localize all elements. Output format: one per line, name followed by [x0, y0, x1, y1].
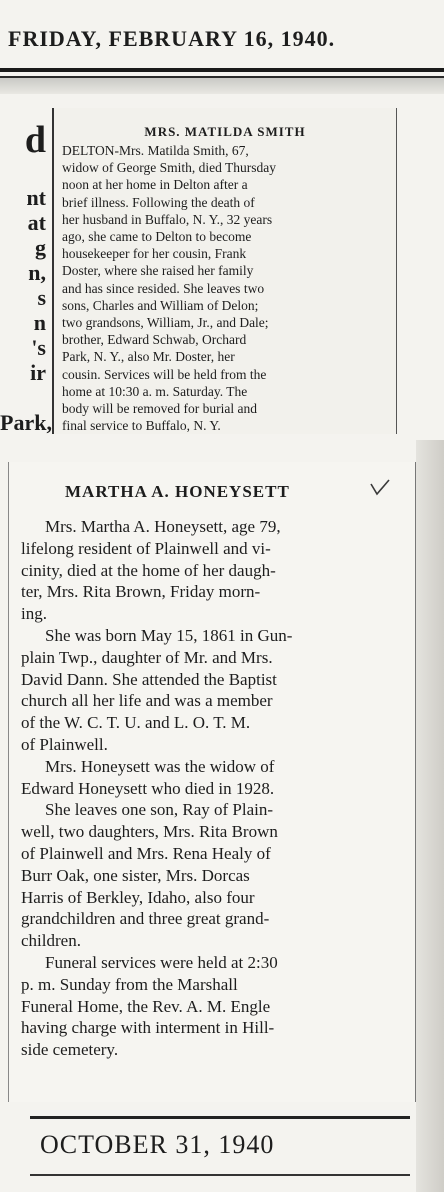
header-rule-thin [0, 76, 444, 78]
smith-obituary [52, 108, 397, 434]
honeysett-line: lifelong resident of Plainwell and vi- [21, 538, 271, 558]
honeysett-line: children. [21, 931, 81, 951]
honeysett-line: Edward Honeysett who died in 1928. [21, 778, 275, 798]
fragment-line: 's [31, 335, 46, 360]
honeysett-line: grandchildren and three great grand- [21, 909, 270, 929]
fragment-line: at [27, 210, 46, 235]
honeysett-line: Burr Oak, one sister, Mrs. Dorcas [21, 865, 250, 885]
honeysett-line: Mrs. Honeysett was the widow of [45, 756, 275, 776]
footer-date: OCTOBER 31, 1940 [40, 1130, 275, 1159]
honeysett-line: She leaves one son, Ray of Plain- [45, 800, 274, 820]
footer-rule-top [30, 1116, 410, 1119]
smith-line: brief illness. Following the death of [62, 194, 255, 210]
fragment-line: n, [28, 260, 46, 285]
honeysett-line: having charge with interment in Hill- [21, 1018, 275, 1038]
checkmark-icon [369, 478, 391, 498]
fragment-line: d [24, 119, 46, 161]
smith-line: and has since resided. She leaves two [62, 280, 265, 296]
fragment-line: ir [30, 360, 46, 385]
honeysett-line: church all her life and was a member [21, 691, 273, 711]
fragment-line: s [37, 285, 46, 310]
smith-line: noon at her home in Delton after a [62, 177, 248, 193]
honeysett-line: Mrs. Martha A. Honeysett, age 79, [45, 517, 281, 536]
honeysett-line: of the W. C. T. U. and L. O. T. M. [21, 713, 251, 733]
honeysett-body [21, 516, 401, 1061]
fragment-line: n [33, 310, 46, 335]
honeysett-line: She was born May 15, 1861 in Gun- [45, 625, 293, 645]
fragment-line: nt [26, 185, 46, 210]
smith-body [62, 142, 392, 434]
honeysett-line: Funeral services were held at 2:30 [45, 952, 278, 972]
honeysett-headline: MARTHA A. HONEYSETT [65, 482, 290, 501]
smith-line: Park, N. Y., also Mr. Doster, her [62, 349, 235, 365]
smith-line: ago, she came to Delton to become [62, 229, 252, 245]
smith-line: Doster, where she raised her family [62, 263, 254, 279]
honeysett-line: cinity, died at the home of her daugh- [21, 560, 276, 580]
clipping-edge [0, 78, 444, 94]
fragment-line: g [35, 235, 46, 260]
honeysett-line: plain Twp., daughter of Mr. and Mrs. [21, 647, 273, 667]
honeysett-line: Harris of Berkley, Idaho, also four [21, 887, 255, 907]
paper-shadow [416, 440, 444, 1192]
header-date: FRIDAY, FEBRUARY 16, 1940. [8, 26, 336, 51]
smith-line: cousin. Services will be held from the [62, 366, 267, 382]
adjacent-column-fragment [0, 119, 52, 435]
fragment-line [0, 385, 52, 410]
header-rule [0, 68, 444, 72]
smith-line: widow of George Smith, died Thursday [62, 160, 276, 176]
fragment-line: Park, [0, 410, 52, 435]
honeysett-obituary [8, 462, 416, 1102]
smith-line: sons, Charles and William of Delon; [62, 297, 259, 313]
smith-line: final service to Buffalo, N. Y. [62, 418, 221, 434]
smith-line: brother, Edward Schwab, Orchard [62, 332, 247, 348]
honeysett-line: of Plainwell and Mrs. Rena Healy of [21, 843, 271, 863]
honeysett-line: of Plainwell. [21, 734, 108, 754]
honeysett-line: ter, Mrs. Rita Brown, Friday morn- [21, 582, 261, 602]
honeysett-line: p. m. Sunday from the Marshall [21, 974, 238, 994]
smith-headline: MRS. MATILDA SMITH [144, 124, 306, 139]
smith-line: body will be removed for burial and [62, 401, 257, 417]
honeysett-line: Funeral Home, the Rev. A. M. Engle [21, 996, 271, 1016]
smith-line: housekeeper for her cousin, Frank [62, 246, 247, 262]
fragment-line [0, 160, 52, 185]
honeysett-line: well, two daughters, Mrs. Rita Brown [21, 822, 278, 842]
fragment-line [0, 435, 52, 460]
smith-line: two grandsons, William, Jr., and Dale; [62, 315, 269, 331]
smith-line: home at 10:30 a. m. Saturday. The [62, 383, 248, 399]
smith-line: her husband in Buffalo, N. Y., 32 years [62, 211, 273, 227]
honeysett-line: side cemetery. [21, 1040, 119, 1060]
footer-rule-bottom [30, 1174, 410, 1176]
smith-line: DELTON-Mrs. Matilda Smith, 67, [62, 143, 249, 158]
honeysett-line: ing. [21, 604, 47, 624]
honeysett-line: David Dann. She attended the Baptist [21, 669, 277, 689]
